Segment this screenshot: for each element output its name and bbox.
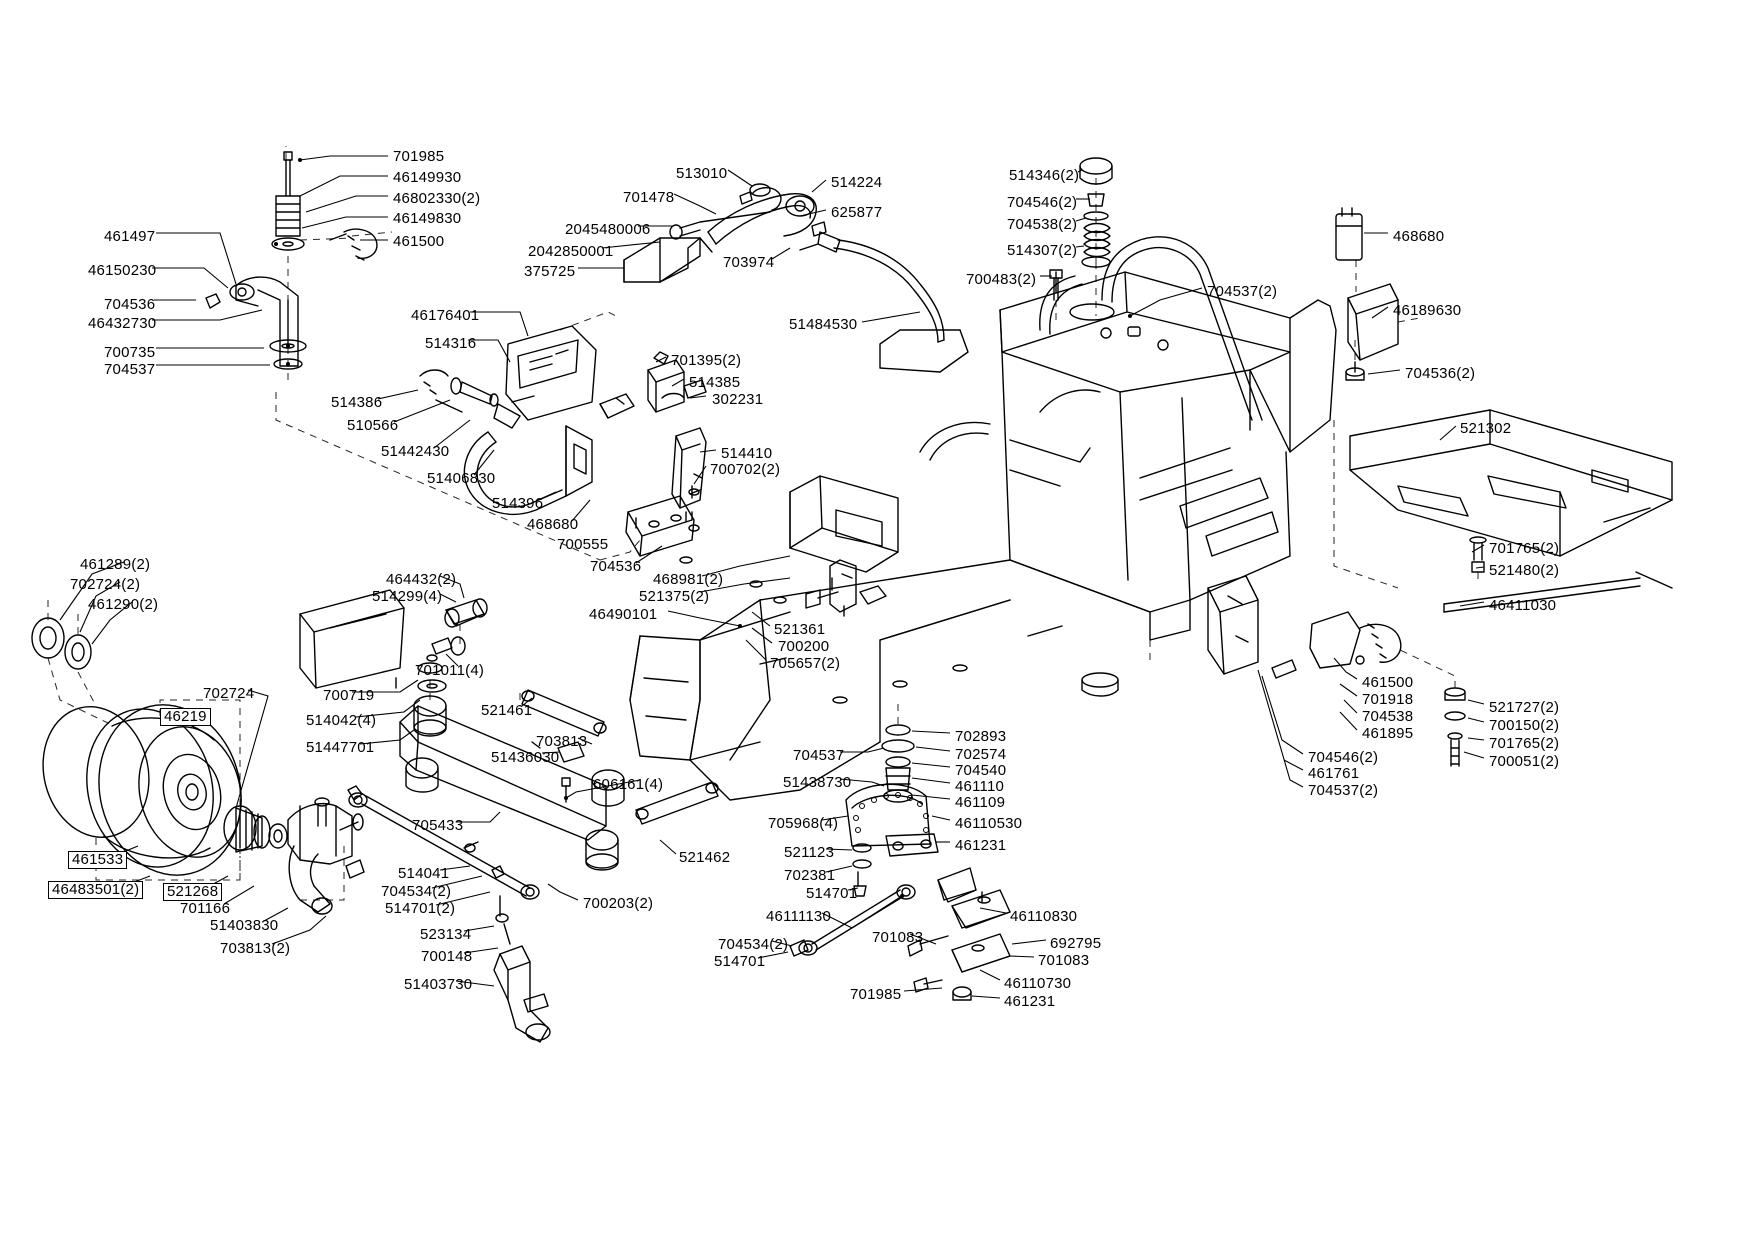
- center-fastener-stack: [846, 725, 938, 896]
- part-number-label: 701765(2): [1489, 540, 1560, 557]
- part-number-label: 461231: [1004, 993, 1056, 1010]
- part-number-label: 625877: [831, 204, 883, 221]
- part-number-label: 46110730: [1004, 975, 1072, 992]
- part-number-label: 51447701: [306, 739, 375, 756]
- part-number-label: 514385: [689, 374, 741, 391]
- part-number-label: 701918: [1362, 691, 1414, 708]
- part-number-label: 521480(2): [1489, 562, 1560, 579]
- part-number-label: 51442430: [381, 443, 450, 460]
- part-number-label: 701083: [1038, 952, 1090, 969]
- part-number-label: 704537: [793, 747, 845, 764]
- part-number-label: 692795: [1050, 935, 1102, 952]
- part-number-label: 702724(2): [70, 576, 141, 593]
- part-number-label: 46411030: [1489, 597, 1557, 614]
- part-number-label: 468680: [527, 516, 579, 533]
- part-number-label: 521375(2): [639, 588, 710, 605]
- part-number-label: 705433: [412, 817, 464, 834]
- part-number-label: 46110530: [955, 815, 1023, 832]
- part-number-label: 461110: [955, 778, 1005, 795]
- part-number-label: 514346(2): [1009, 167, 1080, 184]
- part-number-label: 704536: [104, 296, 156, 313]
- part-number-label: 704538: [1362, 708, 1414, 725]
- part-number-label: 705657(2): [770, 655, 841, 672]
- part-number-label: 46219: [160, 708, 211, 726]
- part-number-label: 701765(2): [1489, 735, 1560, 752]
- part-number-label: 514701(2): [385, 900, 456, 917]
- part-number-label: 704534(2): [718, 936, 789, 953]
- right-brackets: [1208, 208, 1401, 678]
- part-number-label: 51436030: [491, 749, 560, 766]
- part-number-label: 461290(2): [88, 596, 159, 613]
- part-number-label: 704534(2): [381, 883, 452, 900]
- part-number-label: 468981(2): [653, 571, 724, 588]
- part-number-label: 701985: [850, 986, 902, 1003]
- part-number-label: 700148: [421, 948, 473, 965]
- part-number-label: 521361: [774, 621, 826, 638]
- part-number-label: 704538(2): [1007, 216, 1078, 233]
- part-number-label: 700483(2): [966, 271, 1037, 288]
- part-number-label: 700051(2): [1489, 753, 1560, 770]
- part-number-label: 700203(2): [583, 895, 654, 912]
- part-number-label: 700555: [557, 536, 609, 553]
- part-number-label: 521727(2): [1489, 699, 1560, 716]
- part-number-label: 701011(4): [415, 662, 485, 679]
- part-number-label: 514316: [425, 335, 477, 352]
- part-number-label: 700735: [104, 344, 156, 361]
- part-number-label: 700150(2): [1489, 717, 1560, 734]
- part-number-label: 514224: [831, 174, 883, 191]
- part-number-label: 704540: [955, 762, 1007, 779]
- part-number-label: 703974: [723, 254, 775, 271]
- part-number-label: 514701: [714, 953, 766, 970]
- part-number-label: 46110830: [1010, 908, 1078, 925]
- part-number-label: 703813(2): [220, 940, 291, 957]
- part-number-label: 46432730: [88, 315, 157, 332]
- part-number-label: 521462: [679, 849, 731, 866]
- part-number-label: 521461: [481, 702, 533, 719]
- part-number-label: 2045480006: [565, 221, 651, 238]
- part-number-label: 461497: [104, 228, 156, 245]
- part-number-label: 375725: [524, 263, 576, 280]
- part-number-label: 46490101: [589, 606, 658, 623]
- part-number-label: 464432(2): [386, 571, 457, 588]
- part-number-label: 704546(2): [1308, 749, 1379, 766]
- part-number-label: 51484530: [789, 316, 858, 333]
- part-number-label: 46111130: [766, 908, 831, 925]
- part-number-label: 514041: [398, 865, 450, 882]
- part-number-label: 514701: [806, 885, 858, 902]
- part-number-label: 701985: [393, 148, 445, 165]
- part-number-label: 461109: [955, 794, 1006, 811]
- part-number-label: 461500: [393, 233, 445, 250]
- part-number-label: 704536(2): [1405, 365, 1476, 382]
- part-number-label: 461231: [955, 837, 1007, 854]
- part-number-label: 702724: [203, 685, 255, 702]
- part-number-label: 701395(2): [671, 352, 742, 369]
- part-number-label: 514410: [721, 445, 773, 462]
- part-number-label: 606161(4): [593, 776, 664, 793]
- part-number-label: 46150230: [88, 262, 157, 279]
- part-number-label: 514299(4): [372, 588, 443, 605]
- part-number-label: 46149830: [393, 210, 462, 227]
- part-number-label: 513010: [676, 165, 728, 182]
- part-number-label: 302231: [712, 391, 764, 408]
- part-number-label: 51403730: [404, 976, 473, 993]
- part-number-label: 514042(4): [306, 712, 377, 729]
- part-number-label: 701083: [872, 929, 924, 946]
- part-number-label: 700200: [778, 638, 830, 655]
- part-number-label: 46176401: [411, 307, 480, 324]
- part-number-label: 521302: [1460, 420, 1512, 437]
- part-number-label: 51438730: [783, 774, 852, 791]
- part-number-label: 510566: [347, 417, 399, 434]
- part-number-label: 46149930: [393, 169, 462, 186]
- part-number-label: 704536: [590, 558, 642, 575]
- part-number-label: 704537(2): [1308, 782, 1379, 799]
- part-number-label: 51403830: [210, 917, 279, 934]
- part-number-label: 704546(2): [1007, 194, 1078, 211]
- chassis-frame: [630, 237, 1336, 800]
- part-number-label: 704537: [104, 361, 156, 378]
- part-number-label: 702381: [784, 867, 836, 884]
- part-number-label: 51406830: [427, 470, 496, 487]
- part-number-label: 704537(2): [1207, 283, 1278, 300]
- part-number-label: 46189630: [1393, 302, 1462, 319]
- part-number-label: 461895: [1362, 725, 1414, 742]
- part-number-label: 468680: [1393, 228, 1445, 245]
- part-number-label: 701478: [623, 189, 675, 206]
- part-number-label: 514386: [331, 394, 383, 411]
- part-number-label: 702574: [955, 746, 1007, 763]
- part-number-label: 514396: [492, 495, 544, 512]
- part-number-label: 461533: [68, 851, 127, 869]
- part-number-label: 461289(2): [80, 556, 151, 573]
- part-number-label: 700719: [323, 687, 375, 704]
- part-number-label: 523134: [420, 926, 472, 943]
- part-number-label: 703813: [536, 733, 588, 750]
- part-number-label: 521268: [163, 883, 222, 901]
- part-number-label: 461500: [1362, 674, 1414, 691]
- part-number-label: 705968(4): [768, 815, 839, 832]
- part-number-label: 700702(2): [710, 461, 781, 478]
- part-number-label: 2042850001: [528, 243, 614, 260]
- part-number-label: 46483501(2): [48, 881, 143, 899]
- part-number-label: 701166: [180, 900, 231, 917]
- part-number-label: 521123: [784, 844, 835, 861]
- front-wheel-assembly: [30, 618, 364, 914]
- part-number-label: 514307(2): [1007, 242, 1078, 259]
- bracket-514410: [672, 428, 706, 508]
- part-number-label: 461761: [1308, 765, 1360, 782]
- part-number-label: 46802330(2): [393, 190, 481, 207]
- part-number-label: 702893: [955, 728, 1007, 745]
- pivot-assembly-top-left: [206, 152, 377, 369]
